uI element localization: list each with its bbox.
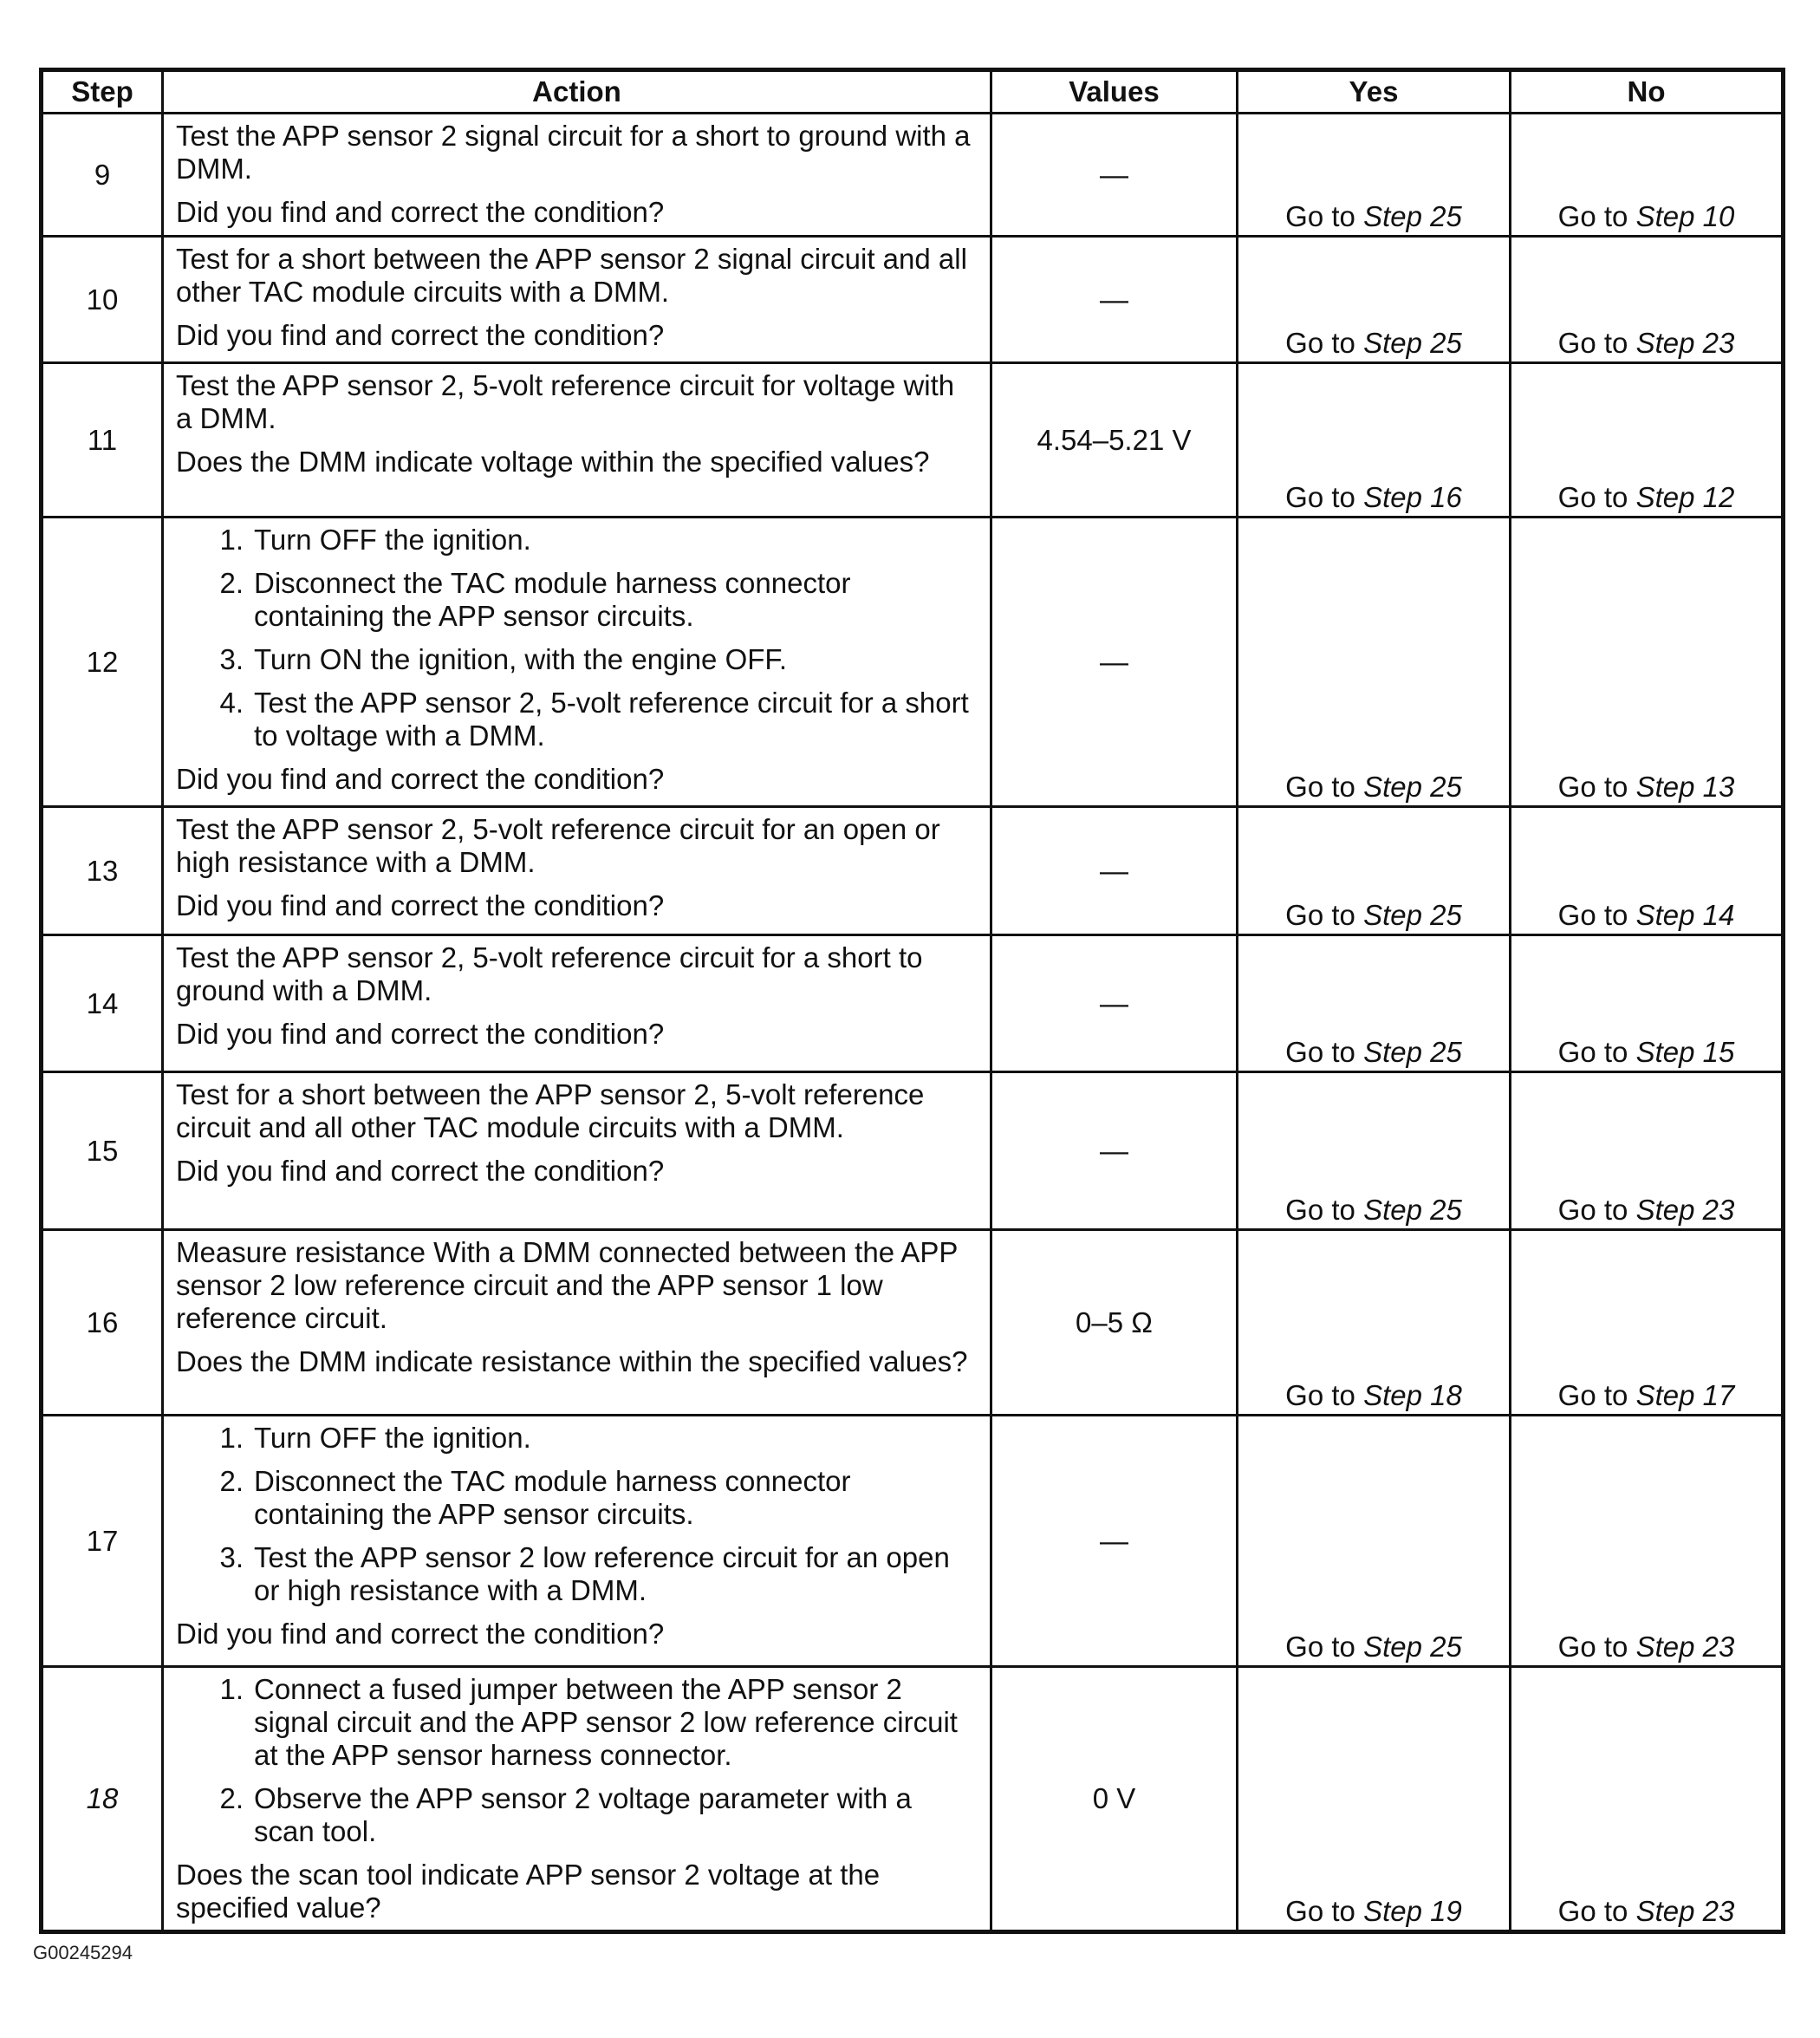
goto-text: Go to [1285,1036,1355,1068]
no-cell [1511,1230,1784,1416]
action-instruction: Test the APP sensor 2, 5-volt reference circuit for a short to ground with a DMM. [176,941,923,1006]
substep-text: Test the APP sensor 2, 5-volt reference circuit for a short to voltage with a DMM. [254,687,969,752]
table-header-row [42,70,1784,114]
goto-text: Go to [1285,1379,1355,1411]
table-row [42,1072,1784,1230]
substep-text: Turn ON the ignition, with the engine OFF. [254,643,788,675]
goto-text: Go to [1557,771,1628,803]
action-question: Does the DMM indicate resistance within the specified values? [176,1345,968,1377]
header-step: Step [42,70,163,114]
action-cell [163,1416,991,1667]
action-question: Did you find and correct the condition? [176,196,665,228]
value-cell: — [991,807,1238,935]
substep-list [176,524,978,752]
goto-text: Go to [1285,1895,1355,1927]
action-instruction: Test the APP sensor 2 signal circuit for a short to ground with a DMM. [176,120,971,185]
substep-number: 1. [219,1673,244,1705]
yes-cell [1238,518,1511,807]
action-question: Did you find and correct the condition? [176,889,665,921]
substep-item [176,1465,978,1531]
yes-cell [1238,807,1511,935]
goto-text: Go to [1285,899,1355,931]
action-question: Did you find and correct the condition? [176,1155,665,1187]
no-cell [1511,1416,1784,1667]
value-cell: 0 V [991,1667,1238,1932]
substep-item [176,1541,978,1607]
action-cell [163,935,991,1072]
action-instruction: Test the APP sensor 2, 5-volt reference circuit for an open or high resistance with a DMM. [176,813,940,878]
step-number: 16 [42,1230,163,1416]
table-row [42,363,1784,518]
action-question: Did you find and correct the condition? [176,319,665,351]
no-cell [1511,237,1784,363]
no-cell [1511,518,1784,807]
goto-text: Go to [1285,771,1355,803]
no-cell [1511,807,1784,935]
no-cell [1511,114,1784,237]
action-cell [163,1072,991,1230]
step-number: 15 [42,1072,163,1230]
substep-number: 3. [219,1541,244,1573]
substep-number: 2. [219,1782,244,1814]
goto-text: Go to [1285,327,1355,359]
substep-item [176,643,978,676]
step-number: 9 [42,114,163,237]
diagnostic-table [39,68,1785,1934]
action-question: Did you find and correct the condition? [176,1618,665,1650]
action-cell [163,518,991,807]
goto-step-link: Step 16 [1363,481,1462,513]
goto-step-link: Step 25 [1363,899,1462,931]
goto-step-link: Step 15 [1635,1036,1735,1068]
step-number: 13 [42,807,163,935]
value-cell: 4.54–5.21 V [991,363,1238,518]
action-cell [163,363,991,518]
action-instruction: Test for a short between the APP sensor 2 signal circuit and all other TAC module circuits with a DMM. [176,243,967,308]
diagnostic-table-container [39,68,1781,1934]
substep-number: 2. [219,1465,244,1497]
yes-cell [1238,237,1511,363]
value-cell: — [991,237,1238,363]
header-yes: Yes [1238,70,1511,114]
action-question: Does the scan tool indicate APP sensor 2 voltage at the specified value? [176,1859,881,1924]
substep-list [176,1422,978,1607]
yes-cell [1238,114,1511,237]
action-instruction: Measure resistance With a DMM connected between the APP sensor 2 low reference circuit and the APP sensor 1 low reference circuit. [176,1236,958,1334]
substep-item [176,1782,978,1848]
goto-step-link: Step 13 [1635,771,1735,803]
goto-step-link: Step 25 [1363,1036,1462,1068]
value-cell: — [991,114,1238,237]
substep-list [176,1673,978,1848]
table-row [42,807,1784,935]
step-number: 17 [42,1416,163,1667]
goto-step-link: Step 23 [1635,1631,1735,1663]
table-row [42,1667,1784,1932]
goto-text: Go to [1557,481,1628,513]
step-number: 12 [42,518,163,807]
no-cell [1511,1667,1784,1932]
table-row [42,1230,1784,1416]
substep-text: Connect a fused jumper between the APP sensor 2 signal circuit and the APP sensor 2 low reference circuit at the APP sensor harness connector. [254,1673,958,1771]
substep-text: Disconnect the TAC module harness connector containing the APP sensor circuits. [254,1465,851,1530]
goto-step-link: Step 17 [1635,1379,1735,1411]
value-cell: 0–5 Ω [991,1230,1238,1416]
step-number: 10 [42,237,163,363]
goto-step-link: Step 23 [1635,327,1735,359]
goto-text: Go to [1285,1631,1355,1663]
value-cell: — [991,1072,1238,1230]
substep-text: Turn OFF the ignition. [254,524,531,556]
substep-item [176,524,978,557]
goto-step-link: Step 25 [1363,200,1462,232]
goto-text: Go to [1557,1379,1628,1411]
yes-cell [1238,1667,1511,1932]
substep-item [176,1422,978,1455]
goto-step-link: Step 14 [1635,899,1735,931]
goto-text: Go to [1557,1194,1628,1226]
goto-text: Go to [1557,899,1628,931]
figure-id: G00245294 [33,1942,133,1963]
goto-text: Go to [1285,1194,1355,1226]
goto-step-link: Step 23 [1635,1895,1735,1927]
substep-item [176,687,978,752]
action-cell [163,114,991,237]
value-cell: — [991,1416,1238,1667]
value-cell: — [991,935,1238,1072]
step-number: 18 [42,1667,163,1932]
yes-cell [1238,1230,1511,1416]
yes-cell [1238,1416,1511,1667]
goto-text: Go to [1285,200,1355,232]
goto-step-link: Step 25 [1363,327,1462,359]
substep-number: 1. [219,1422,244,1454]
substep-text: Disconnect the TAC module harness connector containing the APP sensor circuits. [254,567,851,632]
goto-step-link: Step 10 [1635,200,1735,232]
header-no: No [1511,70,1784,114]
substep-number: 4. [219,687,244,719]
yes-cell [1238,935,1511,1072]
goto-text: Go to [1557,1895,1628,1927]
action-question: Did you find and correct the condition? [176,763,665,795]
goto-step-link: Step 19 [1363,1895,1462,1927]
goto-text: Go to [1557,200,1628,232]
goto-text: Go to [1557,1631,1628,1663]
step-number: 11 [42,363,163,518]
table-row [42,518,1784,807]
substep-number: 3. [219,643,244,675]
substep-text: Test the APP sensor 2 low reference circuit for an open or high resistance with a DMM. [254,1541,950,1606]
substep-number: 1. [219,524,244,556]
goto-step-link: Step 23 [1635,1194,1735,1226]
substep-item [176,567,978,633]
goto-text: Go to [1557,1036,1628,1068]
value-cell: — [991,518,1238,807]
action-question: Did you find and correct the condition? [176,1018,665,1050]
table-row [42,1416,1784,1667]
goto-step-link: Step 12 [1635,481,1735,513]
substep-text: Observe the APP sensor 2 voltage parameter with a scan tool. [254,1782,912,1847]
action-instruction: Test for a short between the APP sensor 2, 5-volt reference circuit and all other TAC module circuits with a DMM. [176,1078,925,1143]
table-row [42,935,1784,1072]
table-row [42,114,1784,237]
action-cell [163,237,991,363]
action-cell [163,807,991,935]
goto-step-link: Step 25 [1363,1631,1462,1663]
action-instruction: Test the APP sensor 2, 5-volt reference circuit for voltage with a DMM. [176,369,955,434]
action-cell [163,1230,991,1416]
substep-text: Turn OFF the ignition. [254,1422,531,1454]
goto-text: Go to [1557,327,1628,359]
step-number: 14 [42,935,163,1072]
header-values: Values [991,70,1238,114]
action-question: Does the DMM indicate voltage within the specified values? [176,446,930,478]
action-cell [163,1667,991,1932]
goto-step-link: Step 25 [1363,1194,1462,1226]
no-cell [1511,1072,1784,1230]
header-action: Action [163,70,991,114]
yes-cell [1238,1072,1511,1230]
yes-cell [1238,363,1511,518]
goto-text: Go to [1285,481,1355,513]
no-cell [1511,935,1784,1072]
no-cell [1511,363,1784,518]
goto-step-link: Step 25 [1363,771,1462,803]
substep-number: 2. [219,567,244,599]
table-row [42,237,1784,363]
substep-item [176,1673,978,1772]
goto-step-link: Step 18 [1363,1379,1462,1411]
